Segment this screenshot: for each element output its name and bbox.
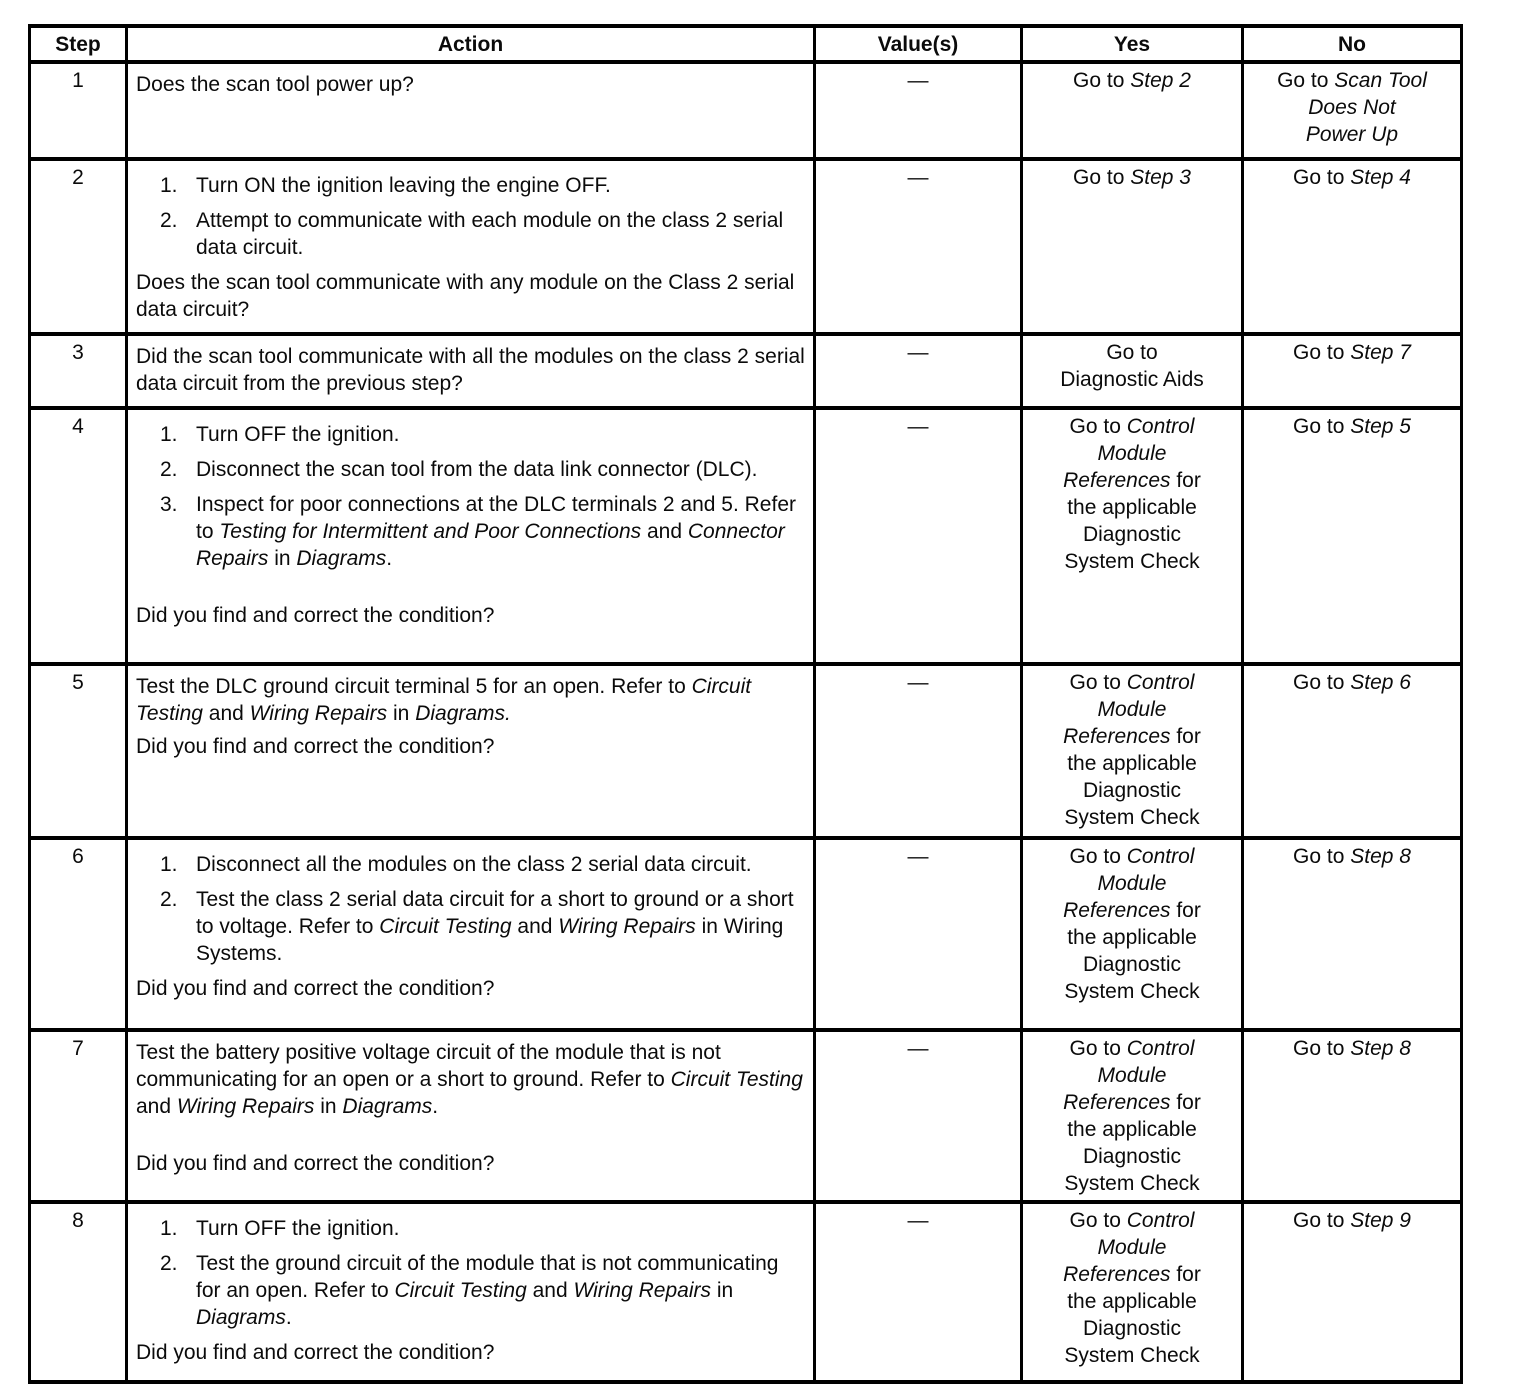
action-paragraph: Does the scan tool communicate with any module on the Class 2 serial data circuit? (136, 271, 795, 321)
column-header-no: No (1243, 26, 1462, 62)
list-number: 2. (160, 209, 178, 232)
action-paragraph: Did you find and correct the condition? (136, 604, 495, 627)
value-cell: — (815, 62, 1022, 159)
action-paragraph: Did you find and correct the condition? (136, 1152, 495, 1175)
list-number: 2. (160, 458, 178, 481)
list-text: Test the class 2 serial data circuit for a short to ground or a short to voltage. Refer to Circuit Testing and Wiring Repairs in Wiring Systems. (196, 888, 794, 965)
yes-cell: Go to Control Module References for the applicable Diagnostic System Check (1022, 1030, 1243, 1202)
list-number: 2. (160, 888, 178, 911)
list-text: Disconnect the scan tool from the data link connector (DLC). (196, 458, 758, 481)
table-row (30, 408, 1462, 664)
header-row (30, 26, 1462, 62)
step-cell: 4 (30, 408, 127, 664)
value-cell: — (815, 334, 1022, 408)
action-cell (127, 159, 815, 334)
action-cell (127, 334, 815, 408)
yes-cell: Go to Control Module References for the applicable Diagnostic System Check (1022, 1202, 1243, 1382)
list-number: 1. (160, 853, 178, 876)
step-cell: 8 (30, 1202, 127, 1382)
action-list-item (160, 851, 805, 878)
action-list-item (160, 421, 805, 448)
value-cell: — (815, 664, 1022, 838)
action-paragraph: Did you find and correct the condition? (136, 1341, 495, 1364)
action-list-item (160, 491, 805, 572)
list-text: Test the ground circuit of the module that is not communicating for an open. Refer to Circuit Testing and Wiring Repairs in Diagrams. (196, 1252, 779, 1329)
table-row (30, 1202, 1462, 1382)
list-text: Turn ON the ignition leaving the engine OFF. (196, 174, 611, 197)
no-cell: Go to Step 6 (1243, 664, 1462, 838)
table-row (30, 62, 1462, 159)
table-body (30, 62, 1462, 1382)
yes-cell: Go to Step 2 (1022, 62, 1243, 159)
action-paragraph: Does the scan tool power up? (136, 73, 414, 96)
list-number: 1. (160, 423, 178, 446)
action-list-item (160, 1250, 805, 1331)
table-row (30, 838, 1462, 1030)
no-cell: Go to Scan Tool Does Not Power Up (1243, 62, 1462, 159)
action-cell (127, 62, 815, 159)
action-list-item (160, 1215, 805, 1242)
value-cell: — (815, 1030, 1022, 1202)
action-paragraph: Did you find and correct the condition? (136, 735, 495, 758)
action-list-item (160, 456, 805, 483)
no-cell: Go to Step 8 (1243, 838, 1462, 1030)
action-list-item (160, 207, 805, 261)
action-cell (127, 838, 815, 1030)
list-text: Attempt to communicate with each module on the class 2 serial data circuit. (196, 209, 784, 259)
list-text: Turn OFF the ignition. (196, 423, 400, 446)
action-paragraph: Did the scan tool communicate with all the modules on the class 2 serial data circuit from the previous step? (136, 345, 805, 395)
value-cell: — (815, 1202, 1022, 1382)
action-cell (127, 1030, 815, 1202)
list-number: 1. (160, 174, 178, 197)
step-cell: 6 (30, 838, 127, 1030)
column-header-action: Action (127, 26, 815, 62)
no-cell: Go to Step 5 (1243, 408, 1462, 664)
step-cell: 5 (30, 664, 127, 838)
step-cell: 7 (30, 1030, 127, 1202)
list-text: Turn OFF the ignition. (196, 1217, 400, 1240)
value-cell: — (815, 159, 1022, 334)
column-header-values: Value(s) (815, 26, 1022, 62)
column-header-yes: Yes (1022, 26, 1243, 62)
list-text: Inspect for poor connections at the DLC terminals 2 and 5. Refer to Testing for Intermittent and Poor Connections and Connector Repairs in Diagrams. (196, 493, 796, 570)
column-header-step: Step (30, 26, 127, 62)
no-cell: Go to Step 9 (1243, 1202, 1462, 1382)
value-cell: — (815, 408, 1022, 664)
no-cell: Go to Step 8 (1243, 1030, 1462, 1202)
yes-cell: Go to Control Module References for the applicable Diagnostic System Check (1022, 408, 1243, 664)
diagnostic-table (28, 24, 1463, 1384)
list-number: 2. (160, 1252, 178, 1275)
action-cell (127, 664, 815, 838)
table-row (30, 159, 1462, 334)
step-cell: 1 (30, 62, 127, 159)
action-paragraph: Test the battery positive voltage circuit of the module that is not communicating for an open or a short to ground. Refer to Circuit Testing and Wiring Repairs in Diagrams. (136, 1041, 803, 1118)
list-number: 1. (160, 1217, 178, 1240)
action-cell (127, 1202, 815, 1382)
action-paragraph: Test the DLC ground circuit terminal 5 for an open. Refer to Circuit Testing and Wiring Repairs in Diagrams. (136, 675, 752, 725)
no-cell: Go to Step 7 (1243, 334, 1462, 408)
step-cell: 3 (30, 334, 127, 408)
action-list-item (160, 886, 805, 967)
yes-cell: Go to Control Module References for the applicable Diagnostic System Check (1022, 664, 1243, 838)
list-number: 3. (160, 493, 178, 516)
list-text: Disconnect all the modules on the class 2 serial data circuit. (196, 853, 752, 876)
table-row (30, 1030, 1462, 1202)
action-cell (127, 408, 815, 664)
yes-cell: Go to Step 3 (1022, 159, 1243, 334)
yes-cell: Go to Control Module References for the applicable Diagnostic System Check (1022, 838, 1243, 1030)
value-cell: — (815, 838, 1022, 1030)
yes-cell: Go to Diagnostic Aids (1022, 334, 1243, 408)
step-cell: 2 (30, 159, 127, 334)
no-cell: Go to Step 4 (1243, 159, 1462, 334)
action-list-item (160, 172, 805, 199)
table-row (30, 664, 1462, 838)
table-row (30, 334, 1462, 408)
action-paragraph: Did you find and correct the condition? (136, 977, 495, 1000)
